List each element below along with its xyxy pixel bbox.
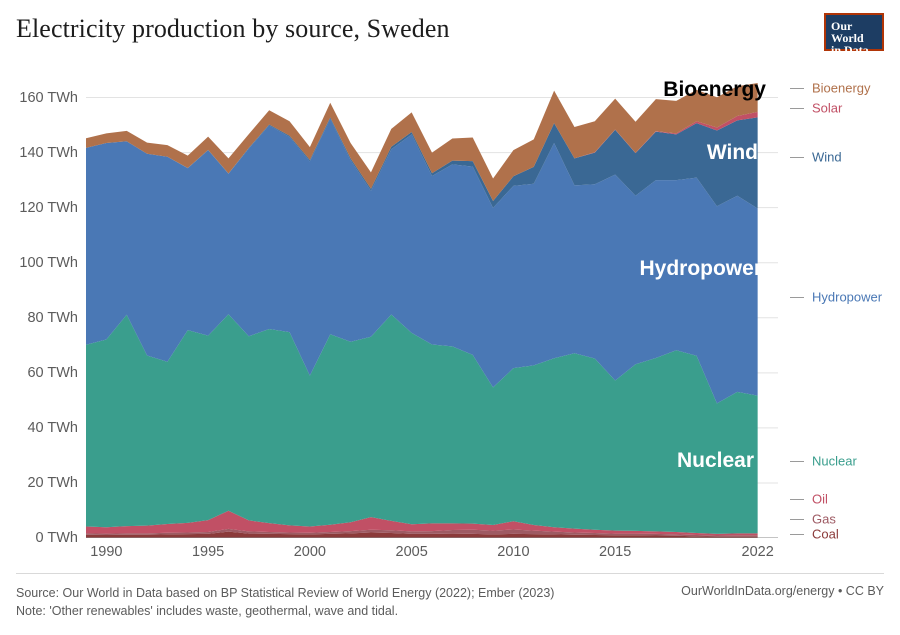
- series-label-hydropower: Hydropower: [639, 257, 762, 280]
- owid-logo: [824, 13, 884, 57]
- legend-item-solar[interactable]: Solar: [812, 100, 843, 116]
- legend-connector: [790, 157, 804, 158]
- legend-item-coal[interactable]: Coal: [812, 526, 839, 542]
- legend-item-hydropower[interactable]: Hydropower: [812, 289, 883, 305]
- y-axis-tick-label: 0 TWh: [35, 530, 78, 546]
- y-axis-tick-label: 120 TWh: [19, 199, 78, 216]
- footer-divider: [16, 573, 884, 574]
- logo-line-2: World: [831, 31, 864, 45]
- plot-area: [19, 70, 778, 560]
- legend-item-gas[interactable]: Gas: [812, 511, 836, 527]
- series-label-nuclear: Nuclear: [676, 449, 754, 472]
- logo-line-3: in Data: [831, 43, 869, 57]
- footnote: Note: 'Other renewables' includes waste, geothermal, wave and tidal.: [16, 604, 399, 618]
- y-axis-tick-label: 160 TWh: [19, 89, 78, 106]
- legend-connector: [790, 461, 804, 462]
- legend-item-bioenergy[interactable]: Bioenergy: [812, 80, 871, 96]
- legend-connector: [790, 88, 804, 89]
- y-axis-tick-label: 140 TWh: [19, 144, 78, 161]
- legend-item-oil[interactable]: Oil: [812, 491, 828, 507]
- page-title: Electricity production by source, Sweden: [16, 14, 450, 43]
- legend-item-nuclear[interactable]: Nuclear: [812, 453, 857, 469]
- series-legend: [790, 70, 900, 542]
- series-label-wind: Wind: [706, 141, 758, 164]
- legend-connector: [790, 499, 804, 500]
- source-note: Source: Our World in Data based on BP Statistical Review of World Energy (2022); Ember (2023): [16, 586, 555, 600]
- y-axis-tick-label: 100 TWh: [19, 254, 78, 271]
- y-axis-tick-label: 40 TWh: [27, 419, 78, 436]
- y-axis-tick-label: 20 TWh: [27, 474, 78, 491]
- x-axis-tick-label: 1990: [90, 544, 123, 560]
- x-axis-tick-label: 2005: [395, 544, 428, 560]
- x-axis-tick-label: 2010: [497, 544, 530, 560]
- x-axis-tick-label: 2015: [599, 544, 632, 560]
- stacked-area-chart: [86, 70, 778, 538]
- x-axis-tick-label: 2000: [293, 544, 327, 560]
- x-axis-tick-label: 2022: [741, 544, 774, 560]
- x-axis-tick-label: 1995: [191, 544, 225, 560]
- logo-line-1: Our: [831, 19, 853, 33]
- legend-connector: [790, 519, 804, 520]
- credit-link[interactable]: OurWorldInData.org/energy • CC BY: [681, 584, 884, 598]
- y-axis-tick-label: 60 TWh: [27, 364, 78, 381]
- legend-connector: [790, 534, 804, 535]
- series-label-bioenergy: Bioenergy: [663, 78, 766, 101]
- legend-connector: [790, 108, 804, 109]
- legend-connector: [790, 297, 804, 298]
- y-axis-tick-label: 80 TWh: [27, 309, 78, 326]
- legend-item-wind[interactable]: Wind: [812, 149, 842, 165]
